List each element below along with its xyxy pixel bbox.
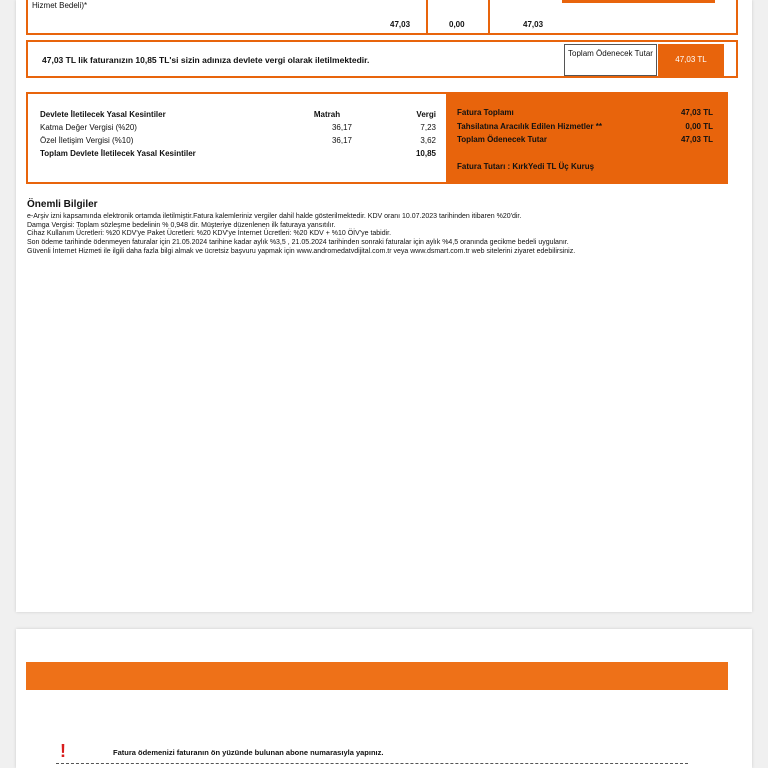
totals-row [457, 122, 713, 131]
invoice-page-1 [16, 0, 752, 612]
table-cell: Toplam Devlete İletilecek Yasal Kesintiler [40, 149, 196, 158]
table-cell: Katma Değer Vergisi (%20) [40, 123, 137, 132]
note-line: Güvenli İnternet Hizmeti ile ilgili daha fazla bilgi almak ve ücretsiz başvuru yapmak için www.andromedatvdijital.com.tr veya www.dsmart.com.tr web sitelerini ziyaret edebilirsiniz. [27, 247, 576, 255]
tax-info-message: 47,03 TL lik faturanızın 10,85 TL'si sizin adınıza devlete vergi olarak iletilmektedir. [42, 55, 370, 65]
total-payable-value: 47,03 TL [658, 44, 724, 76]
service-amount: 47,03 [390, 20, 411, 29]
totals-value: 0,00 TL [685, 122, 713, 131]
service-label: Hizmet Bedeli)* [32, 1, 88, 10]
service-row-box [26, 0, 738, 35]
header-cell: Matrah [313, 110, 341, 119]
table-cell: 10,85 [415, 149, 436, 158]
tax-table [40, 108, 436, 160]
divider [488, 0, 490, 33]
table-row [40, 121, 436, 134]
table-total-row [40, 147, 436, 160]
totals-row [457, 108, 713, 117]
cut-line [56, 763, 688, 764]
note-line: Son ödeme tarihinde ödenmeyen faturalar için 21.05.2024 tarihine kadar aylık %3,5 , 21.05.2024 tarihinden sonraki faturalar için aylık %4,5 oranında gecikme bedeli uygulanır. [27, 239, 569, 247]
totals-value: 47,03 TL [680, 108, 713, 117]
totals-label: Fatura Toplamı [457, 108, 514, 117]
table-row [40, 134, 436, 147]
totals-label: Toplam Ödenecek Tutar [457, 135, 547, 144]
service-total: 47,03 [523, 20, 544, 29]
invoice-page-2 [16, 629, 752, 768]
invoice-totals-box [446, 92, 728, 184]
totals-label: Tahsilatına Aracılık Edilen Hizmetler ** [457, 122, 602, 131]
table-cell: 36,17 [331, 123, 352, 132]
amount-in-words: Fatura Tutarı : KırkYedi TL Üç Kuruş [457, 162, 595, 171]
payment-notice: Fatura ödemenizi faturanın ön yüzünde bulunan abone numarasıyla yapınız. [113, 748, 384, 757]
divider [426, 0, 428, 33]
important-info-section [27, 199, 739, 257]
orange-tab [562, 0, 715, 3]
service-discount: 0,00 [449, 20, 465, 29]
note-line: Damga Vergisi: Toplam sözleşme bedelinin % 0,948 dir. Müşteriye düzenlenen ilk faturaya yansıtılır. [27, 221, 336, 229]
header-cell: Devlete İletilecek Yasal Kesintiler [40, 110, 166, 119]
note-line: Cihaz Kullanım Ücretleri: %20 KDV'ye Paket Ücretleri: %20 KDV'ye İnternet Ücretleri: %20 KDV + %10 ÖİV'ye tabidir. [27, 230, 392, 238]
exclamation-icon: ! [60, 741, 66, 761]
important-info-title: Önemli Bilgiler [27, 199, 98, 210]
table-cell: Özel İletişim Vergisi (%10) [40, 136, 134, 145]
table-header-row [40, 108, 436, 121]
totals-row [457, 135, 713, 144]
total-payable-label: Toplam Ödenecek Tutar [564, 44, 657, 76]
note-line: e-Arşiv izni kapsamında elektronik ortamda iletilmiştir.Fatura kalemleriniz vergiler dahil halde gösterilmektedir. KDV oranı 10.07.2023 tarihinden itibaren %20'dir. [27, 213, 522, 220]
header-cell: Vergi [416, 110, 436, 119]
table-cell: 3,62 [420, 136, 436, 145]
tax-deductions-box [26, 92, 452, 184]
totals-value: 47,03 TL [680, 135, 713, 144]
table-cell: 36,17 [331, 136, 352, 145]
tax-info-box [26, 40, 738, 78]
table-cell: 7,23 [420, 123, 436, 132]
orange-header-bar [26, 662, 728, 690]
